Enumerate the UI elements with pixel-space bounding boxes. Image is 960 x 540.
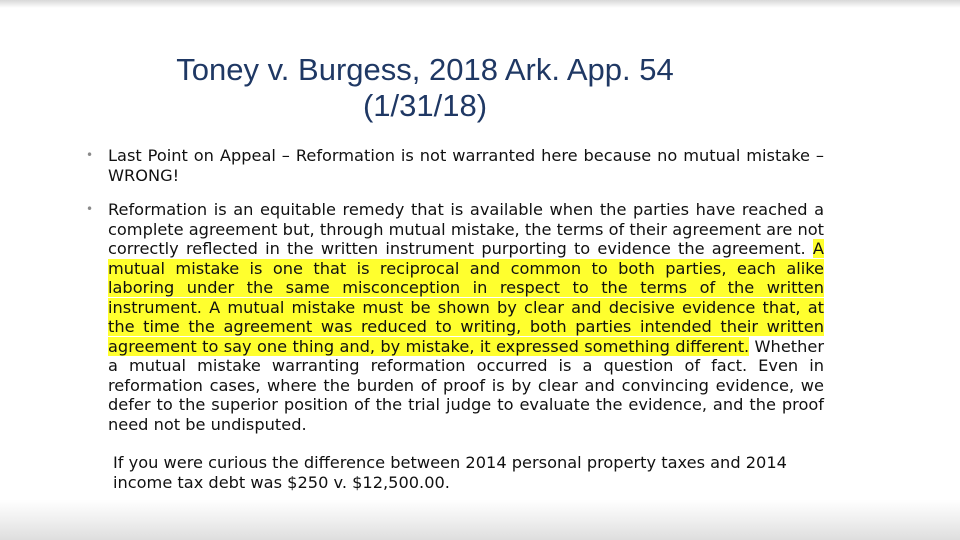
bullet-dot-icon: • xyxy=(86,202,94,216)
title-line-2: (1/31/18) xyxy=(362,88,488,123)
bullet-text-after: Whether a mutual mistake warranting reformation occurred is a question of fact. Even in reformation cases, where the burden of proof is by clear and convincing evidence, we defer to the superior position of the trial judge to evaluate the evidence, and the proof need not be undisputed. xyxy=(108,336,824,434)
bullet-item-last-point xyxy=(86,146,824,185)
bullet-text: Last Point on Appeal – Reformation is not warranted here because no mutual mistake – WRONG! xyxy=(108,146,824,185)
bullet-list xyxy=(86,146,824,449)
slide-title xyxy=(100,52,750,124)
bullet-item-reformation xyxy=(86,200,824,434)
bottom-decorative-band xyxy=(0,500,960,540)
top-decorative-band xyxy=(0,0,960,8)
bullet-dot-icon: • xyxy=(86,148,94,162)
tax-difference-note: If you were curious the difference between 2014 personal property taxes and 2014 income tax debt was $250 v. $12,500.00. xyxy=(113,453,787,492)
title-line-1: Toney v. Burgess, 2018 Ark. App. 54 xyxy=(176,52,674,87)
bullet-text-before: Reformation is an equitable remedy that is available when the parties have reached a complete agreement but, through mutual mistake, the terms of their agreement are not correctly reflected in the written instrument purporting to evidence the agreement. xyxy=(108,200,824,258)
highlighted-quote: A mutual mistake is one that is reciprocal and common to both parties, each alike laboring under the same misconception in respect to the terms of the written instrument. A mutual mistake must be shown by clear and decisive evidence that, at the time the agreement was reduced to writing, both parties intended their written agreement to say one thing and, by mistake, it expressed something different. xyxy=(108,239,824,356)
